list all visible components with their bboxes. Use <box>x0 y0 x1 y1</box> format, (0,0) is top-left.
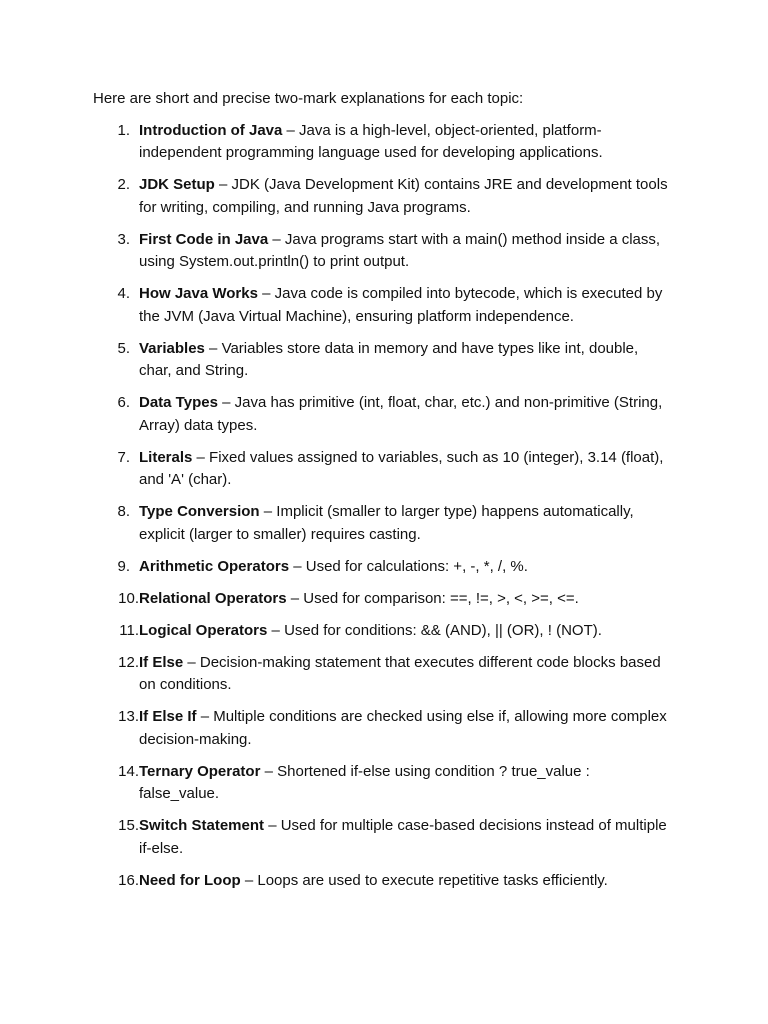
item-text <box>139 229 673 274</box>
item-term: Relational Operators <box>139 589 287 607</box>
item-description: JDK (Java Development Kit) contains JRE and development tools for writing, compiling, and running Java programs. <box>139 176 668 216</box>
item-term: Variables <box>139 339 205 357</box>
item-dash: – <box>264 817 281 834</box>
document-content <box>93 88 673 902</box>
item-term: Literals <box>139 448 193 466</box>
item-term: Logical Operators <box>139 621 268 639</box>
item-number: 10. <box>118 589 139 607</box>
item-description: Implicit (smaller to larger type) happens automatically, explicit (larger to smaller) requires casting. <box>139 503 634 543</box>
item-description: Used for multiple case-based decisions instead of multiple if-else. <box>139 817 667 857</box>
item-text <box>139 174 673 219</box>
item-dash: – <box>183 653 200 671</box>
item-dash: – <box>217 394 235 411</box>
item-number: 11. <box>119 621 139 639</box>
item-number: 12. <box>118 653 139 671</box>
item-number: 16. <box>118 871 139 889</box>
list-item <box>93 761 673 806</box>
item-number: 15. <box>118 817 139 834</box>
item-description: Java programs start with a main() method inside a class, using System.out.println() to print output. <box>139 230 661 270</box>
item-number: 13. <box>118 708 139 725</box>
item-description: Multiple conditions are checked using else if, allowing more complex decision-making. <box>139 708 667 748</box>
item-dash: – <box>259 503 277 520</box>
item-text <box>139 392 673 437</box>
item-term: How Java Works <box>139 285 258 302</box>
item-description: Variables store data in memory and have types like int, double, char, and String. <box>139 339 639 379</box>
item-term: First Code in Java <box>139 230 269 248</box>
item-description: Used for conditions: && (AND), || (OR), ! (NOT). <box>284 621 602 639</box>
item-number: 6. <box>117 394 130 411</box>
item-text <box>139 870 673 893</box>
list-item <box>93 652 673 697</box>
list-item <box>93 338 673 383</box>
item-term: Switch Statement <box>139 817 265 834</box>
item-text <box>139 501 673 546</box>
item-text <box>139 338 673 383</box>
item-dash: – <box>282 121 300 139</box>
item-dash: – <box>214 176 232 193</box>
list-item <box>93 620 673 643</box>
item-term: Arithmetic Operators <box>139 557 290 575</box>
list-item <box>93 556 673 579</box>
list-item <box>93 229 673 274</box>
item-description: Java is a high-level, object-oriented, platform-independent programming language used for developing applications. <box>139 121 603 161</box>
item-description: Decision-making statement that executes different code blocks based on conditions. <box>139 653 661 693</box>
item-dash: – <box>268 230 285 248</box>
item-text <box>139 447 673 492</box>
item-text <box>139 706 673 751</box>
item-text <box>139 120 673 165</box>
item-term: If Else If <box>139 708 197 725</box>
list-item <box>93 174 673 219</box>
item-term: Introduction of Java <box>139 121 283 139</box>
item-term: Type Conversion <box>139 503 260 520</box>
item-text <box>139 620 673 643</box>
item-description: Shortened if-else using condition ? true_value : false_value. <box>139 762 590 802</box>
item-dash: – <box>289 557 306 575</box>
item-text <box>139 815 673 860</box>
item-term: If Else <box>139 653 184 671</box>
list-item <box>93 588 673 611</box>
list-item <box>93 815 673 860</box>
item-text <box>139 283 673 328</box>
list-item <box>93 283 673 328</box>
item-number: 3. <box>117 230 130 248</box>
list-item <box>93 501 673 546</box>
item-dash: – <box>240 871 258 889</box>
item-number: 9. <box>117 557 130 575</box>
item-dash: – <box>196 708 214 725</box>
item-number: 5. <box>117 339 130 357</box>
item-description: Java has primitive (int, float, char, etc.) and non-primitive (String, Array) data types. <box>139 394 663 434</box>
item-dash: – <box>204 339 222 357</box>
item-term: JDK Setup <box>139 176 215 193</box>
item-dash: – <box>257 285 275 302</box>
item-text <box>139 588 673 611</box>
item-number: 7. <box>117 448 130 466</box>
item-number: 1. <box>117 121 130 139</box>
item-term: Need for Loop <box>139 871 241 889</box>
item-text <box>139 556 673 579</box>
item-dash: – <box>267 621 285 639</box>
item-dash: – <box>260 762 278 780</box>
item-term: Ternary Operator <box>139 762 261 780</box>
list-item <box>93 706 673 751</box>
list-item <box>93 870 673 893</box>
item-number: 4. <box>117 285 130 302</box>
item-number: 2. <box>117 176 130 193</box>
item-term: Data Types <box>139 394 218 411</box>
item-dash: – <box>286 589 304 607</box>
item-description: Fixed values assigned to variables, such as 10 (integer), 3.14 (float), and 'A' (char). <box>139 448 664 488</box>
item-text <box>139 761 673 806</box>
list-item <box>93 120 673 165</box>
list-item <box>93 392 673 437</box>
item-description: Used for calculations: +, -, *, /, %. <box>305 557 528 575</box>
item-text <box>139 652 673 697</box>
topics-list <box>93 120 673 893</box>
item-number: 14. <box>118 762 139 780</box>
intro-text: Here are short and precise two-mark explanations for each topic: <box>93 90 524 107</box>
item-description: Used for comparison: ==, !=, >, <, >=, <=. <box>303 589 579 607</box>
item-description: Loops are used to execute repetitive tasks efficiently. <box>257 871 608 889</box>
item-number: 8. <box>117 503 130 520</box>
item-dash: – <box>192 448 210 466</box>
list-item <box>93 447 673 492</box>
item-description: Java code is compiled into bytecode, which is executed by the JVM (Java Virtual Machine), ensuring platform independence. <box>139 285 663 325</box>
